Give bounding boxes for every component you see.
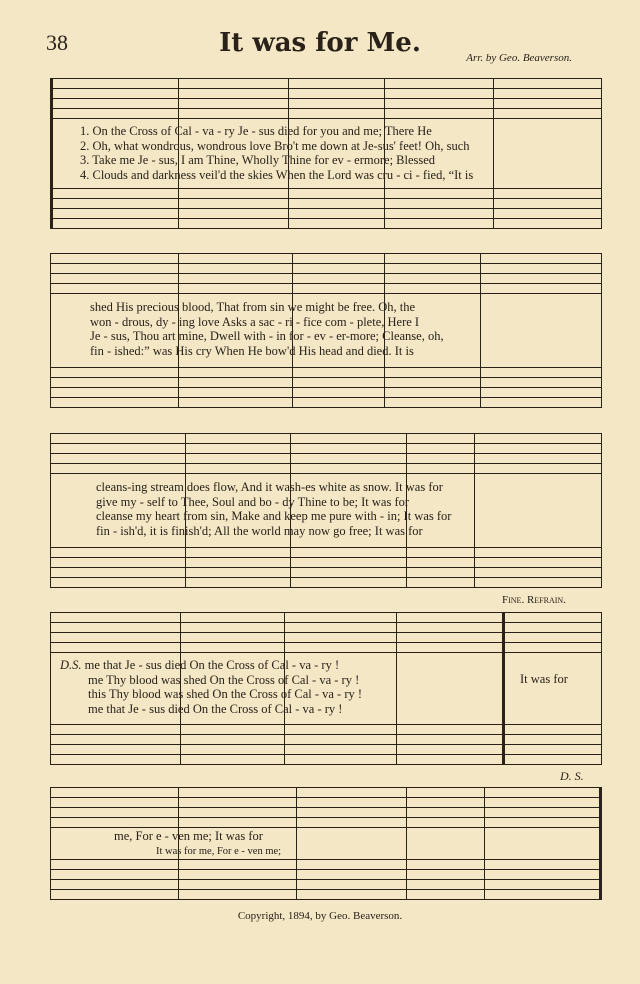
treble-staff — [50, 433, 602, 473]
verse-2-line: me Thy blood was shed On the Cross of Cal - va - ry ! — [88, 672, 360, 687]
system-4 — [50, 594, 602, 760]
refrain-text: It was for — [520, 672, 568, 686]
treble-staff — [50, 253, 602, 293]
verse-1-line: shed His precious blood, That from sin we might be free. Oh, the — [90, 300, 416, 314]
verse-4-line: fin - ished:” was His cry When He bow'd His head and died. It is — [90, 343, 414, 358]
verse-2-line: 2. Oh, what wondrous, wondrous love Bro't me down at Je-sus' feet! Oh, such — [80, 138, 470, 153]
hymn-title: It was for Me. — [219, 28, 421, 58]
system-5 — [50, 769, 602, 905]
copyright: Copyright, 1894, by Geo. Beaverson. — [237, 910, 403, 922]
verse-4-line: fin - ish'd, it is finish'd; All the world may now go free; It was for — [96, 523, 423, 538]
verse-3-line: cleanse my heart from sin, Make and keep me pure with - in; It was for — [96, 509, 452, 523]
system-1 — [50, 70, 602, 230]
bass-staff — [50, 188, 602, 228]
verse-1-line: D.S. me that Je - sus died On the Cross of Cal - va - ry ! — [60, 658, 340, 672]
verse-3-line: this Thy blood was shed On the Cross of Cal - va - ry ! — [88, 687, 363, 701]
bass-staff — [50, 547, 602, 587]
bass-staff — [50, 859, 602, 899]
arranger-credit: Arr. by Geo. Beaverson. — [466, 52, 572, 64]
fine-refrain-label: Fine. Refrain. — [502, 594, 566, 606]
verse-1-line: cleans-ing stream does flow, And it wash-es white as snow. It was for — [96, 480, 443, 494]
bass-staff — [50, 367, 602, 407]
ds-mark: D. S. — [560, 769, 584, 783]
verse-2-line: won - drous, dy - ing love Asks a sac - ri - fice com - plete, Here I — [90, 314, 420, 329]
verse-3-line: 3. Take me Je - sus, I am Thine, Wholly Thine for ev - ermore; Blessed — [80, 153, 436, 167]
refrain-line-2: It was for me, For e - ven me; — [156, 846, 282, 857]
verse-3-line: Je - sus, Thou art mine, Dwell with - in for - ev - er-more; Cleanse, oh, — [90, 329, 444, 343]
bass-staff — [50, 724, 602, 764]
refrain-line-1: me, For e - ven me; It was for — [114, 829, 263, 843]
treble-staff — [50, 787, 602, 827]
treble-staff — [50, 612, 602, 652]
verse-2-line: give my - self to Thee, Soul and bo - dy Thine to be; It was for — [96, 494, 410, 509]
treble-staff — [50, 78, 602, 118]
verse-4-line: 4. Clouds and darkness veil'd the skies When the Lord was cru - ci - fied, “It is — [80, 167, 474, 182]
page-number: 38 — [46, 30, 68, 55]
verse-4-line: me that Je - sus died On the Cross of Cal - va - ry ! — [88, 701, 343, 716]
verse-1-line: 1. On the Cross of Cal - va - ry Je - sus died for you and me; There He — [80, 124, 432, 138]
system-3 — [50, 425, 602, 585]
system-2 — [50, 245, 602, 405]
